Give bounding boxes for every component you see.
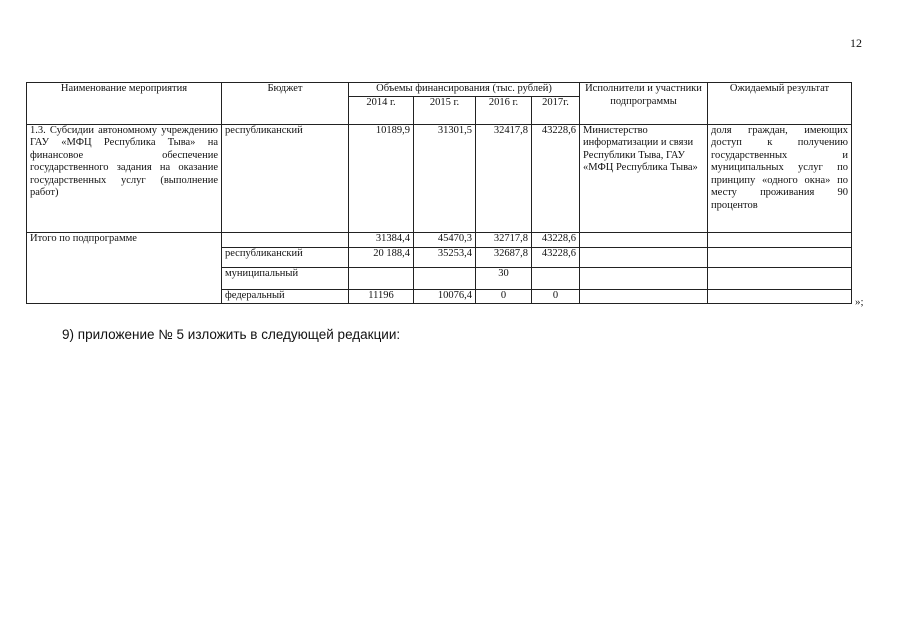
- rep-2017: 43228,6: [532, 247, 580, 267]
- rep-result: [708, 247, 852, 267]
- total-2015: 45470,3: [414, 232, 476, 247]
- measure-2017: 43228,6: [532, 124, 580, 232]
- header-executors: Исполнители и участники подпрограммы: [580, 83, 708, 125]
- fed-2015: 10076,4: [414, 289, 476, 303]
- mun-budget: муниципальный: [222, 267, 349, 289]
- measure-name: 1.3. Субсидии автономному учреждению ГАУ «МФЦ Республика Тыва» на финансовое обеспечение государственного задания на оказание государственных услуг (выполнение работ): [27, 124, 222, 232]
- rep-2015: 35253,4: [414, 247, 476, 267]
- measure-2015: 31301,5: [414, 124, 476, 232]
- rep-2016: 32687,8: [476, 247, 532, 267]
- total-2017: 43228,6: [532, 232, 580, 247]
- fed-executors: [580, 289, 708, 303]
- mun-2017: [532, 267, 580, 289]
- header-row-1: [27, 83, 852, 97]
- financing-table: [26, 82, 852, 304]
- total-executors: [580, 232, 708, 247]
- total-label: Итого по подпрограмме: [27, 232, 222, 303]
- measure-result: доля граждан, имеющих доступ к получению государственных и муниципальных услуг по принципу «одного окна» по месту проживания 90 процентов: [708, 124, 852, 232]
- mun-2014: [349, 267, 414, 289]
- page-number: 12: [850, 36, 862, 50]
- header-year-2016: 2016 г.: [476, 96, 532, 124]
- header-year-2015: 2015 г.: [414, 96, 476, 124]
- rep-2014: 20 188,4: [349, 247, 414, 267]
- fed-2014: 11196: [349, 289, 414, 303]
- rep-executors: [580, 247, 708, 267]
- total-2014: 31384,4: [349, 232, 414, 247]
- header-year-2014: 2014 г.: [349, 96, 414, 124]
- header-name: Наименование мероприятия: [27, 83, 222, 125]
- fed-result: [708, 289, 852, 303]
- total-2016: 32717,8: [476, 232, 532, 247]
- header-volumes: Объемы финансирования (тыс. рублей): [349, 83, 580, 97]
- fed-2017: 0: [532, 289, 580, 303]
- table-row-measure: [27, 124, 852, 232]
- measure-2014: 10189,9: [349, 124, 414, 232]
- rep-budget: республиканский: [222, 247, 349, 267]
- mun-executors: [580, 267, 708, 289]
- header-budget: Бюджет: [222, 83, 349, 125]
- amendment-paragraph: 9) приложение № 5 изложить в следующей редакции:: [62, 327, 401, 342]
- header-result: Ожидаемый результат: [708, 83, 852, 125]
- mun-2016: 30: [476, 267, 532, 289]
- measure-executors: Министерство информатизации и связи Республики Тыва, ГАУ «МФЦ Республика Тыва»: [580, 124, 708, 232]
- fed-2016: 0: [476, 289, 532, 303]
- total-result: [708, 232, 852, 247]
- header-year-2017: 2017г.: [532, 96, 580, 124]
- mun-result: [708, 267, 852, 289]
- table-row-total: [27, 232, 852, 247]
- closing-quote-mark: »;: [855, 296, 864, 308]
- fed-budget: федеральный: [222, 289, 349, 303]
- measure-2016: 32417,8: [476, 124, 532, 232]
- mun-2015: [414, 267, 476, 289]
- total-budget: [222, 232, 349, 247]
- measure-budget: республиканский: [222, 124, 349, 232]
